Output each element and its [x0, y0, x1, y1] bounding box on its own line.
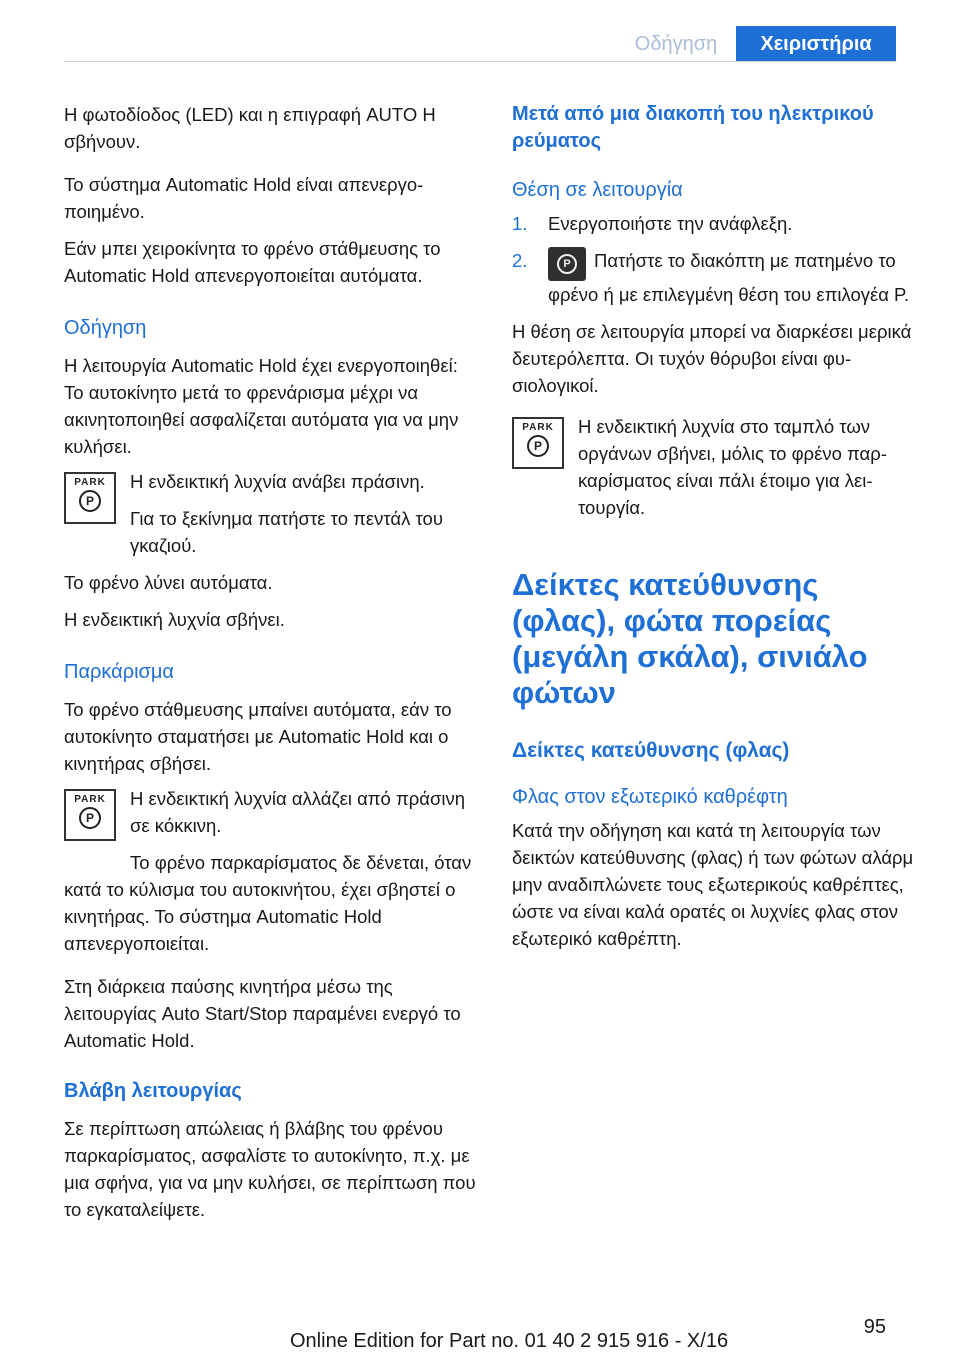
indicator-text: Η ενδεικτική λυχνία στο ταμπλό των οργάνων σβήνει, μόλις το φρένο παρκαρίσματος είναι πάλι έτοιμο για λειτουργία.: [578, 416, 887, 518]
section-heading-driving: Οδήγηση: [64, 317, 147, 339]
header-divider: [64, 61, 896, 62]
subheading-mirror-signals: Φλας στον εξωτερικό καθρέφτη: [512, 786, 788, 808]
park-indicator-icon: PARK P: [64, 472, 116, 524]
park-button-icon: P: [548, 247, 586, 281]
indicator-text: Η ενδεικτική λυχνία ανάβει πράσινη.: [130, 471, 425, 492]
park-indicator-icon: PARK P: [64, 789, 116, 841]
indicator-text: Για το ξεκίνημα πατήστε το πεντάλ του γκαζιού.: [130, 508, 443, 556]
paragraph: Το σύστημα Automatic Hold είναι απενεργοποιημένο.: [64, 174, 424, 222]
park-indicator-note: [64, 468, 482, 559]
right-column: [512, 101, 928, 952]
list-item: 2. P Πατήστε το διακόπτη με πατημένο το φρένο ή με επιλεγμένη θέση του επιλογέα P.: [512, 247, 928, 308]
steps-list: [512, 210, 928, 308]
subheading-restore: Θέση σε λειτουργία: [512, 179, 683, 201]
tab-driving: Οδήγηση: [634, 33, 718, 55]
section-heading-power-interruption: Μετά από μια διακοπή του ηλεκτρικού ρεύματος: [512, 103, 874, 152]
park-indicator-note: [512, 413, 928, 521]
paragraph: Στη διάρκεια παύσης κινητήρα μέσω της λειτουργίας Auto Start/Stop παραμένει ενεργό το Automatic Hold.: [64, 976, 461, 1051]
paragraph: Το φρένο λύνει αυτόματα.: [64, 572, 273, 593]
paragraph: Εάν μπει χειροκίνητα το φρένο στάθμευσης το Automatic Hold απενεργοποιείται αυτόματα.: [64, 238, 441, 286]
section-heading-parking: Παρκάρισμα: [64, 661, 174, 683]
tab-controls: Χειριστήρια: [736, 26, 896, 62]
paragraph: Κατά την οδήγηση και κατά τη λειτουργία των δεικτών κατεύθυνσης (φλας) ή των φώτων αλάρμ μην αναδιπλώνετε τους εξωτερικούς καθρέπτες, ώστε να είναι καλά ορατές οι λυχνίες φλας στον εξωτερικό καθρέπτη.: [512, 820, 914, 949]
paragraph: Η φωτοδίοδος (LED) και η επιγραφή AUTO Η σβήνουν.: [64, 104, 436, 152]
page-number: 95: [863, 1316, 886, 1338]
indicator-text: Η ενδεικτική λυχνία αλλάζει από πράσινη σε κόκκινη.: [130, 788, 466, 836]
paragraph: Η λειτουργία Automatic Hold έχει ενεργοποιηθεί: Το αυτοκίνητο μετά το φρενάρισμα μέχρι να ακινητοποιηθεί ασφαλίζεται αυτόματα για να μην κυλήσει.: [64, 355, 459, 457]
park-indicator-note: [64, 785, 482, 845]
paragraph: Η θέση σε λειτουργία μπορεί να διαρκέσει μερικά δευτερόλεπτα. Οι τυχόν θόρυβοι είναι φυσιολογικοί.: [512, 321, 912, 396]
paragraph: Το φρένο παρκαρίσματος δε δένεται, όταν κατά το κύλισμα του αυτοκινήτου, έχει σβηστεί ο κινητήρας. Το σύστημα Automatic Hold απενεργοποιείται.: [64, 852, 472, 954]
page-header: [0, 0, 960, 62]
park-indicator-icon: PARK P: [512, 417, 564, 469]
footer-edition: Online Edition for Part no. 01 40 2 915 916 - X/16: [290, 1330, 729, 1352]
paragraph: Το φρένο στάθμευσης μπαίνει αυτόματα, εάν το αυτοκίνητο σταματήσει με Automatic Hold και ο κινητήρας σβήσει.: [64, 699, 452, 774]
paragraph: Σε περίπτωση απώλειας ή βλάβης του φρένου παρκαρίσματος, ασφαλίστε το αυτοκίνητο, π.χ. με μια σφήνα, για να μην κυλήσει, σε περίπτωση που το εγκαταλείψετε.: [64, 1118, 476, 1220]
section-heading-fault: Βλάβη λειτουργίας: [64, 1080, 242, 1102]
chapter-heading: Δείκτες κατεύθυνσης (φλας), φώτα πορείας (μεγάλη σκάλα), σινιάλο φώτων: [512, 567, 868, 710]
list-item: 1. Ενεργοποιήστε την ανάφλεξη.: [512, 213, 793, 234]
section-heading-turn-signals: Δείκτες κατεύθυνσης (φλας): [512, 739, 790, 762]
left-column: [64, 101, 482, 1223]
paragraph: Η ενδεικτική λυχνία σβήνει.: [64, 609, 285, 630]
